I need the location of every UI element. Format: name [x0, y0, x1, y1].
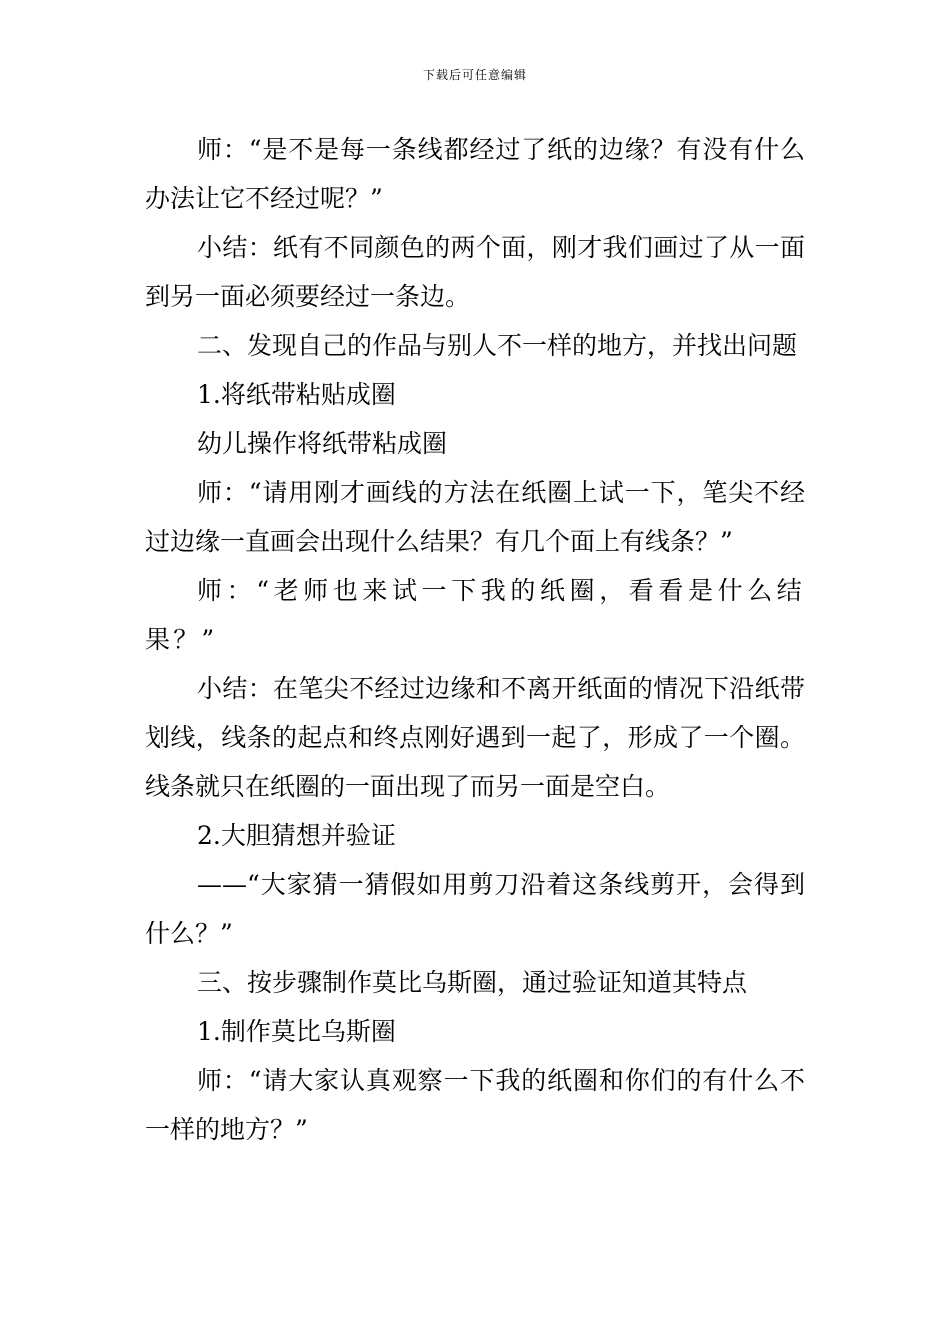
paragraph-10: ——“大家猜一猜假如用剪刀沿着这条线剪开，会得到什么？” [145, 870, 805, 948]
paragraph-1: 师：“是不是每一条线都经过了纸的边缘？有没有什么办法让它不经过呢？” [145, 135, 805, 213]
paragraph-3: 二、发现自己的作品与别人不一样的地方，并找出问题 [197, 331, 798, 360]
paragraph-2: 小结：纸有不同颜色的两个面，刚才我们画过了从一面到另一面必须要经过一条边。 [145, 233, 805, 311]
paragraph-12: 1.制作莫比乌斯圈 [197, 1017, 396, 1046]
paragraph-11: 三、按步骤制作莫比乌斯圈，通过验证知道其特点 [197, 968, 748, 997]
document-body [145, 125, 805, 1154]
paragraph-6: 师：“请用刚才画线的方法在纸圈上试一下，笔尖不经过边缘一直画会出现什么结果？有几个面上有线条？” [145, 478, 805, 556]
paragraph-8: 小结：在笔尖不经过边缘和不离开纸面的情况下沿纸带划线，线条的起点和终点刚好遇到一起了，形成了一个圈。线条就只在纸圈的一面出现了而另一面是空白。 [145, 674, 805, 801]
paragraph-7: 师：“老师也来试一下我的纸圈，看看是什么结果？” [145, 576, 805, 654]
paragraph-13: 师：“请大家认真观察一下我的纸圈和你们的有什么不一样的地方？” [145, 1066, 805, 1144]
page-header: 下载后可任意编辑 [422, 68, 527, 82]
paragraph-9: 2.大胆猜想并验证 [197, 821, 396, 850]
paragraph-5: 幼儿操作将纸带粘成圈 [197, 429, 448, 458]
paragraph-4: 1.将纸带粘贴成圈 [197, 380, 396, 409]
